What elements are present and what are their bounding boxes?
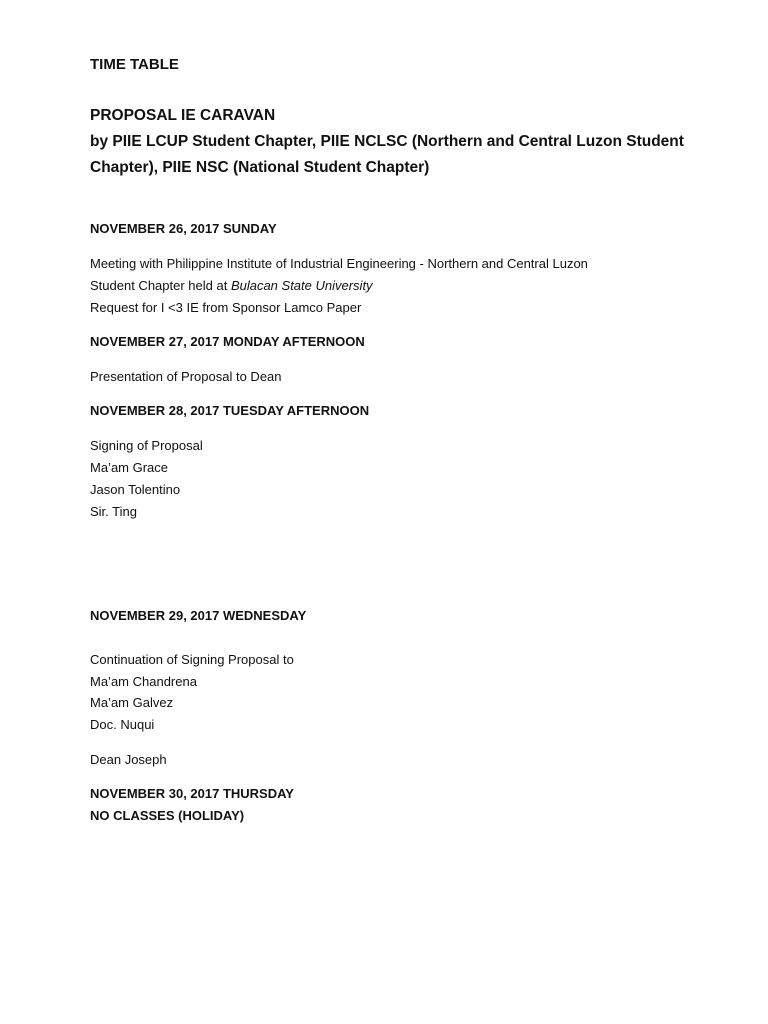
nov26-line-3: Request for I <3 IE from Sponsor Lamco Paper bbox=[90, 300, 362, 315]
nov27-line-1: Presentation of Proposal to Dean bbox=[90, 369, 282, 384]
nov26-line-2-prefix: Student Chapter held at bbox=[90, 278, 231, 293]
proposal-by-line-2: Chapter), PIIE NSC (National Student Chapter) bbox=[90, 159, 430, 176]
nov29-line-4: Doc. Nuqui bbox=[90, 717, 155, 732]
nov26-line-1: Meeting with Philippine Institute of Industrial Engineering - Northern and Central Luzon bbox=[90, 256, 588, 271]
nov30-line-1: NO CLASSES (HOLIDAY) bbox=[90, 808, 245, 823]
nov28-line-3: Jason Tolentino bbox=[90, 482, 181, 497]
nov29-line-3: Ma’am Galvez bbox=[90, 695, 174, 710]
nov28-line-4: Sir. Ting bbox=[90, 504, 137, 519]
nov26-heading: NOVEMBER 26, 2017 SUNDAY bbox=[90, 221, 277, 236]
nov29-line-2: Ma’am Chandrena bbox=[90, 674, 197, 689]
nov29-heading: NOVEMBER 29, 2017 WEDNESDAY bbox=[90, 608, 307, 623]
proposal-title: PROPOSAL IE CARAVAN bbox=[90, 107, 276, 124]
nov26-line-2 bbox=[90, 278, 373, 293]
nov28-line-2: Ma’am Grace bbox=[90, 460, 169, 475]
nov28-line-1: Signing of Proposal bbox=[90, 438, 203, 453]
nov29-line-1: Continuation of Signing Proposal to bbox=[90, 652, 294, 667]
venue-name: Bulacan State University bbox=[230, 278, 373, 293]
nov30-heading: NOVEMBER 30, 2017 THURSDAY bbox=[90, 786, 294, 801]
nov29-line-5: Dean Joseph bbox=[90, 752, 167, 767]
nov27-heading: NOVEMBER 27, 2017 MONDAY AFTERNOON bbox=[90, 334, 365, 349]
time-table-title: TIME TABLE bbox=[90, 56, 179, 73]
nov28-heading: NOVEMBER 28, 2017 TUESDAY AFTERNOON bbox=[90, 403, 370, 418]
proposal-by-line-1: by PIIE LCUP Student Chapter, PIIE NCLSC (Northern and Central Luzon Student bbox=[90, 133, 684, 150]
